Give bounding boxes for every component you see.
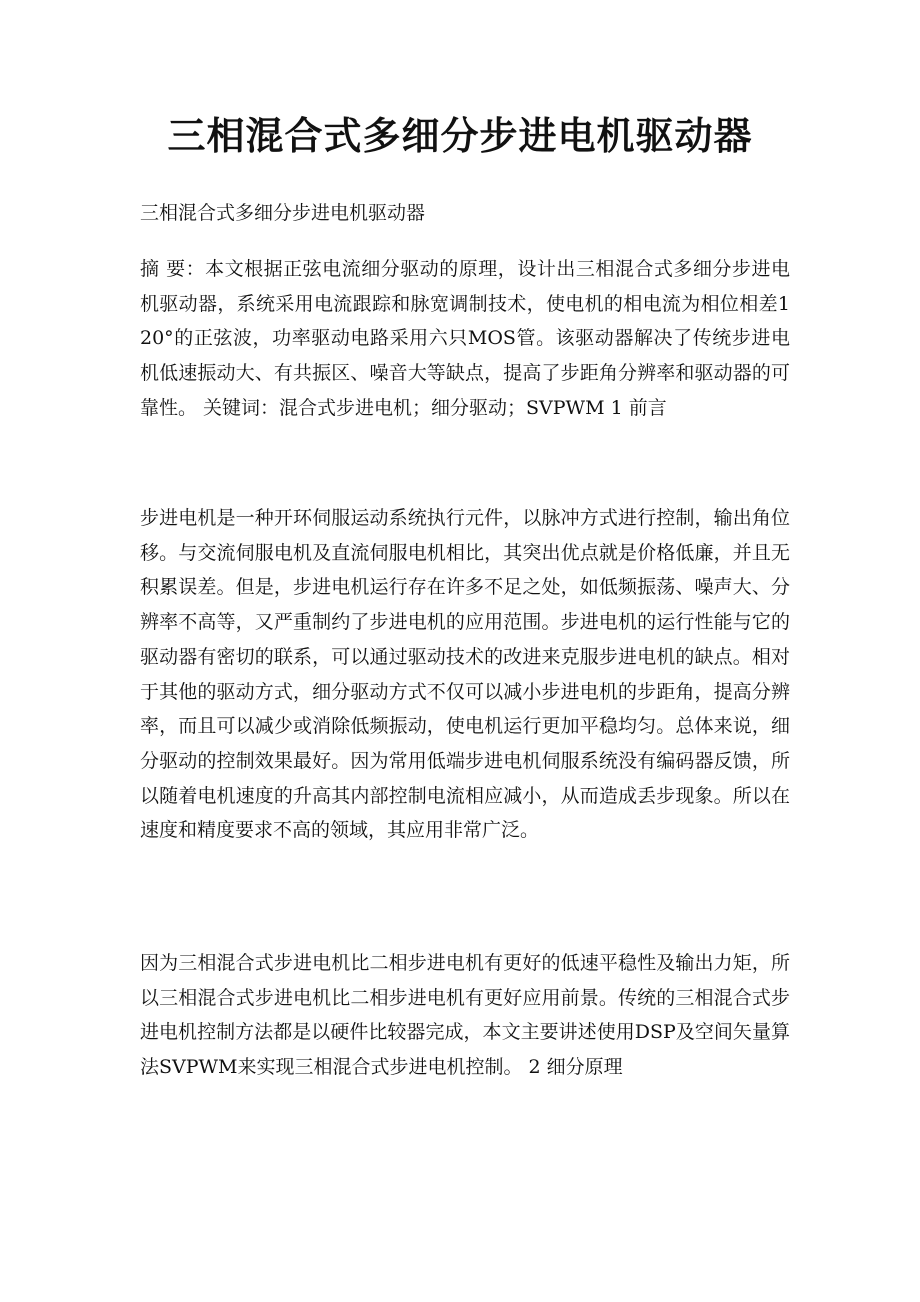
body-paragraph: 步进电机是一种开环伺服运动系统执行元件，以脉冲方式进行控制，输出角位移。与交流伺服电机及直流伺服电机相比，其突出优点就是价格低廉，并且无积累误差。但是，步进电机运行存在许多不足之处，如低频振荡、噪声大、分辨率不高等，又严重制约了步进电机的应用范围。步进电机的运行性能与它的驱动器有密切的联系，可以通过驱动技术的改进来克服步进电机的缺点。相对于其他的驱动方式，细分驱动方式不仅可以减小步进电机的步距角，提高分辨率，而且可以减少或消除低频振动，使电机运行更加平稳均匀。总体来说，细分驱动的控制效果最好。因为常用低端步进电机伺服系统没有编码器反馈，所以随着电机速度的升高其内部控制电流相应减小，从而造成丢步现象。所以在速度和精度要求不高的领域，其应用非常广泛。 (140, 507, 790, 842)
document-title: 三相混合式多细分步进电机驱动器 (167, 114, 753, 158)
abstract-paragraph: 摘 要：本文根据正弦电流细分驱动的原理，设计出三相混合式多细分步进电机驱动器，系统采用电流跟踪和脉宽调制技术，使电机的相电流为相位相差120°的正弦波，功率驱动电路采用六只MOS管。该驱动器解决了传统步进电机低速振动大、有共振区、噪音大等缺点，提高了步距角分辨率和驱动器的可靠性。 关键词：混合式步进电机；细分驱动；SVPWM 1 前言 (140, 258, 790, 419)
body-paragraph: 因为三相混合式步进电机比二相步进电机有更好的低速平稳性及输出力矩，所以三相混合式步进电机比二相步进电机有更好应用前景。传统的三相混合式步进电机控制方法都是以硬件比较器完成，本文主要讲述使用DSP及空间矢量算法SVPWM来实现三相混合式步进电机控制。 2 细分原理 (140, 952, 790, 1079)
document-subtitle: 三相混合式多细分步进电机驱动器 (140, 202, 426, 224)
